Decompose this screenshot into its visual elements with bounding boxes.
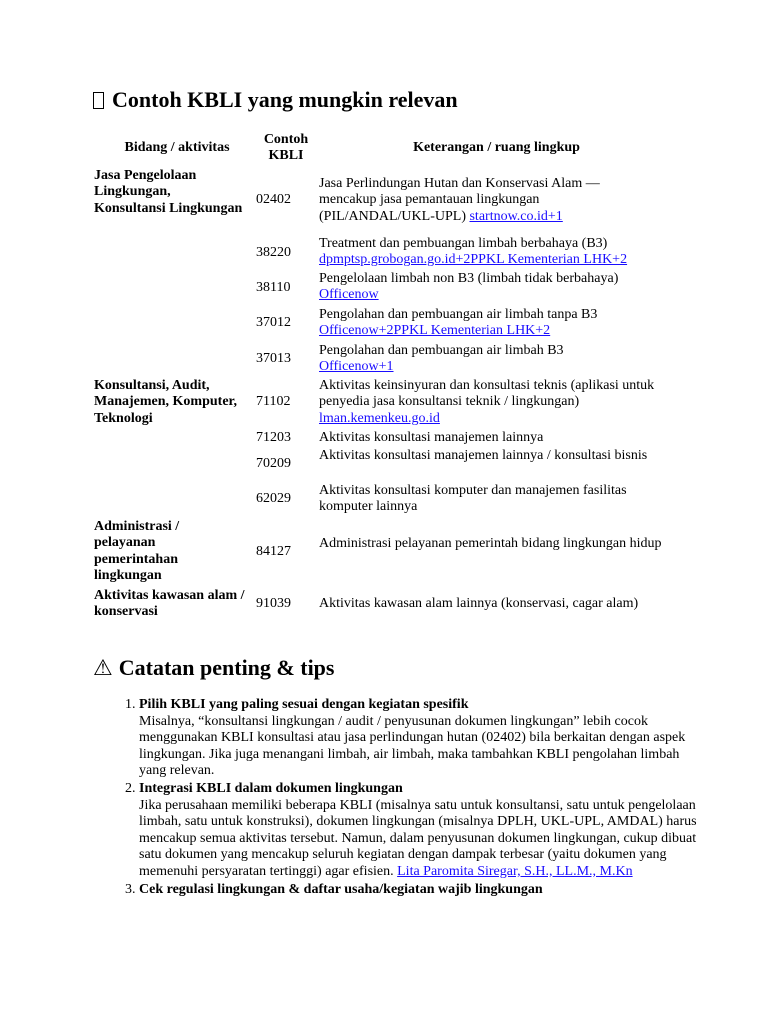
kbli-code: 37012: [256, 315, 291, 330]
kbli-code: 71102: [256, 394, 291, 409]
tip-title: 2. Integrasi KBLI dalam dokumen lingkungan: [139, 780, 403, 796]
bidang-group-label: Konsultansi, Audit, Manajemen, Komputer, Teknologi: [94, 378, 237, 426]
section-heading-kbli: Contoh KBLI yang mungkin relevan: [93, 87, 458, 113]
keterangan-cell: Pengelolaan limbah non B3 (limbah tidak berbahaya) Officenow: [319, 271, 619, 303]
warning-icon: ⚠: [93, 656, 113, 681]
kbli-code: 37013: [256, 351, 291, 366]
kbli-code: 38110: [256, 280, 291, 295]
kbli-code: 84127: [256, 544, 291, 559]
keterangan-cell: Aktivitas konsultasi komputer dan manajemen fasilitas komputer lainnya: [319, 483, 627, 515]
keterangan-cell: Jasa Perlindungan Hutan dan Konservasi Alam — mencakup jasa pemantauan lingkungan (PIL/ANDAL/UKL-UPL) startnow.co.id+1: [319, 176, 600, 224]
kbli-code: 70209: [256, 456, 291, 471]
section-heading-tips: ⚠ Catatan penting & tips: [93, 655, 335, 681]
source-link[interactable]: Officenow: [319, 287, 379, 303]
col-header-bidang: Bidang / aktivitas: [124, 140, 230, 155]
bidang-group-label: Administrasi / pelayanan pemerintahan lingkungan: [94, 519, 180, 583]
keterangan-cell: Pengolahan dan pembuangan air limbah B3 Officenow+1: [319, 343, 564, 375]
source-link[interactable]: lman.kemenkeu.go.id: [319, 410, 440, 426]
kbli-code: 71203: [256, 430, 291, 445]
bidang-group-label: Aktivitas kawasan alam / konservasi: [94, 588, 245, 620]
kbli-code: 91039: [256, 596, 291, 611]
keterangan-cell: Aktivitas keinsinyuran dan konsultasi teknis (aplikasi untuk penyedia jasa konsultansi teknik / lingkungan) lman.kemenkeu.go.id: [319, 378, 655, 426]
keterangan-cell: Pengolahan dan pembuangan air limbah tanpa B3 Officenow+2PPKL Kementerian LHK+2: [319, 307, 598, 339]
tip-title: 3. Cek regulasi lingkungan & daftar usaha/kegiatan wajib lingkungan: [139, 881, 543, 897]
source-link[interactable]: startnow.co.id+1: [469, 208, 563, 224]
kbli-code: 38220: [256, 245, 291, 260]
tip-item: [139, 781, 699, 881]
keterangan-cell: Aktivitas kawasan alam lainnya (konservasi, cagar alam): [319, 596, 639, 611]
kbli-code: 02402: [256, 192, 291, 207]
tip-item: [139, 882, 699, 899]
source-link[interactable]: Officenow+1: [319, 359, 394, 375]
keterangan-cell: Treatment dan pembuangan limbah berbahaya (B3) dpmptsp.grobogan.go.id+2PPKL Kementerian LHK+2: [319, 236, 628, 268]
bidang-group-label: Jasa Pengelolaan Lingkungan, Konsultansi Lingkungan: [94, 168, 243, 216]
tips-list: [118, 697, 699, 899]
col-header-keterangan: Keterangan / ruang lingkup: [413, 140, 580, 155]
tip-item: [139, 697, 699, 780]
source-link[interactable]: Officenow+2PPKL Kementerian LHK+2: [319, 323, 551, 339]
tip-body: Misalnya, “konsultansi lingkungan / audit / penyusunan dokumen lingkungan” lebih cocok menggunakan KBLI konsultasi atau jasa perlindungan hutan (02402) bila berkaitan dengan aspek lingkungan. Jika juga menangani limbah, air limbah, maka tambahkan KBLI pengolahan limbah yang relevan.: [139, 713, 686, 779]
tip-title: 1. Pilih KBLI yang paling sesuai dengan kegiatan spesifik: [139, 697, 469, 712]
source-link[interactable]: Lita Paromita Siregar, S.H., LL.M., M.Kn: [397, 863, 633, 879]
keterangan-cell: Aktivitas konsultasi manajemen lainnya / konsultasi bisnis: [319, 448, 648, 463]
keterangan-cell: Aktivitas konsultasi manajemen lainnya: [319, 430, 544, 445]
col-header-kbli: Contoh KBLI: [263, 132, 309, 163]
missing-glyph-icon: [93, 92, 104, 109]
tip-body: Jika perusahaan memiliki beberapa KBLI (misalnya satu untuk konsultansi, satu untuk pengelolaan limbah, satu untuk konstruksi), dokumen lingkungan (misalnya DPLH, UKL-UPL, AMDAL) harus mencakup semua aktivitas tersebut. Namun, dalam penyusunan dokumen lingkungan, cukup dibuat satu dokumen yang mencakup seluruh kegiatan dengan dampak terbesar (yaitu dokumen yang memenuhi persyaratan tertinggi) agar efisien. Lita Paromita Siregar, S.H., LL.M., M.Kn: [139, 797, 697, 879]
kbli-code: 62029: [256, 491, 291, 506]
source-link[interactable]: dpmptsp.grobogan.go.id+2PPKL Kementerian LHK+2: [319, 252, 628, 268]
keterangan-cell: Administrasi pelayanan pemerintah bidang lingkungan hidup: [319, 536, 662, 551]
